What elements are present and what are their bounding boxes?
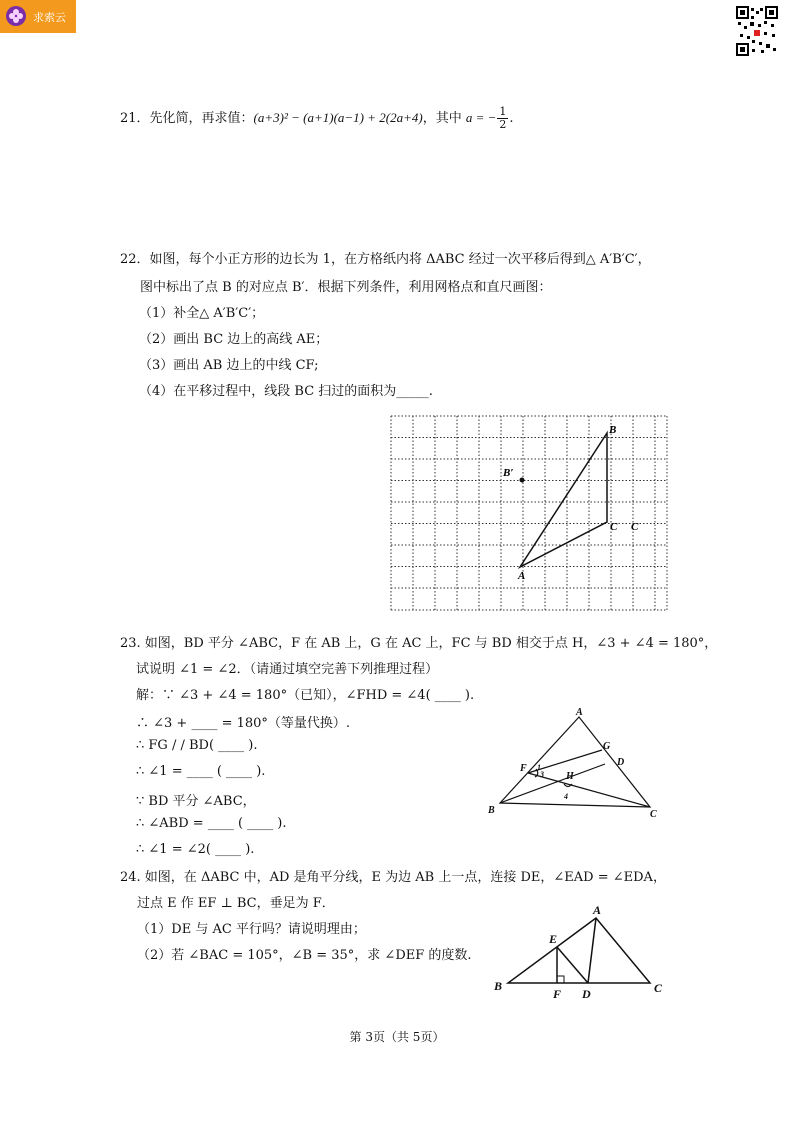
q23-step-6: ∴ ∠ABD = ____ ( ____ ). xyxy=(136,816,287,831)
q21-frac-num: 1 xyxy=(499,105,507,118)
q23-step-1: 解：∵ ∠3 + ∠4 = 180°（已知），∠FHD = ∠4( ____ ). xyxy=(136,688,475,703)
logo-text: 求索云 xyxy=(33,11,66,24)
brand-logo xyxy=(0,0,76,33)
point-b-prime xyxy=(520,478,525,483)
qr-code-icon xyxy=(736,6,778,56)
q24-item-2: （2）若 ∠BAC = 105°，∠B = 35°，求 ∠DEF 的度数. xyxy=(137,948,472,963)
q23-line2: 试说明 ∠1 = ∠2．（请通过填空完善下列推理过程） xyxy=(136,662,439,677)
q21-expression: (a+3)² − (a+1)(a−1) + 2(2a+4) xyxy=(253,110,423,125)
label-g-23: G xyxy=(603,741,611,752)
label-c-23: C xyxy=(650,809,657,820)
q21-end: . xyxy=(509,111,514,126)
label-b: B xyxy=(609,424,617,436)
q22-item-2: （2）画出 BC 边上的高线 AE； xyxy=(139,332,329,347)
q23-step-5: ∵ BD 平分 ∠ABC， xyxy=(136,794,256,809)
q23-step-4: ∴ ∠1 = ____ ( ____ ). xyxy=(136,764,266,779)
page-number: 第 3页（共 5页） xyxy=(349,1030,445,1044)
triangle-abc xyxy=(520,433,607,567)
label-b-23: B xyxy=(488,805,495,816)
q24-line1: 24. 如图，在 ΔABC 中，AD 是角平分线，E 为边 AB 上一点，连接 DE，∠EAD = ∠EDA， xyxy=(120,870,666,885)
label-f-23: F xyxy=(520,763,527,774)
label-c: C xyxy=(610,521,618,533)
q23-step-7: ∴ ∠1 = ∠2( ____ ). xyxy=(136,842,255,857)
label-a-23: A xyxy=(576,707,583,718)
q23-line1: 23. 如图，BD 平分 ∠ABC，F 在 AB 上，G 在 AC 上，FC 与 BD 相交于点 H，∠3 + ∠4 = 180°， xyxy=(120,636,718,651)
label-1-23: 1 xyxy=(537,763,541,772)
label-h-23: H xyxy=(566,771,574,782)
q23-triangle-figure xyxy=(480,705,670,825)
q22-line1: 22．如图，每个小正方形的边长为 1，在方格纸内将 ΔABC 经过一次平移后得到△ A′B′C′， xyxy=(120,252,651,267)
label-4-23: 4 xyxy=(564,792,568,801)
label-c-second: C xyxy=(631,521,639,533)
label-f-24: F xyxy=(553,987,562,1001)
triangle-abc-23 xyxy=(500,717,650,807)
q22-item-3: （3）画出 AB 边上的中线 CF; xyxy=(139,358,319,373)
q23-step-2: ∴ ∠3 + ____ = 180°（等量代换）. xyxy=(136,716,351,731)
q21-a-eq: a = − xyxy=(465,110,497,125)
label-b-prime: B′ xyxy=(503,467,514,479)
q21-prefix: 21．先化简，再求值： xyxy=(120,111,254,126)
question-21 xyxy=(120,106,514,131)
line-ad xyxy=(588,918,596,983)
q22-item-4: （4）在平移过程中，线段 BC 扫过的面积为_____. xyxy=(139,384,433,399)
line-bd xyxy=(500,764,605,803)
q24-line2: 过点 E 作 EF ⊥ BC，垂足为 F． xyxy=(137,896,335,911)
line-fc xyxy=(528,773,650,807)
label-d-23: D xyxy=(617,757,625,768)
q21-fraction xyxy=(497,106,508,131)
label-b-24: B xyxy=(494,979,503,993)
q24-triangle-figure xyxy=(490,900,670,1005)
label-e-24: E xyxy=(549,932,558,946)
line-de xyxy=(557,947,588,983)
label-3-23: 3 xyxy=(540,770,544,779)
label-a: A xyxy=(518,570,526,582)
q23-step-3: ∴ FG / / BD( ____ ). xyxy=(136,738,258,753)
q22-line2: 图中标出了点 B 的对应点 B′．根据下列条件，利用网格点和直尺画图： xyxy=(140,280,552,295)
q22-item-1: （1）补全△ A′B′C′； xyxy=(139,306,265,321)
right-angle-mark xyxy=(557,976,564,983)
label-c-24: C xyxy=(654,981,663,995)
q21-frac-den: 2 xyxy=(499,118,507,131)
q24-item-1: （1）DE 与 AC 平行吗？请说明理由； xyxy=(137,922,366,937)
q21-where: ，其中 xyxy=(422,111,462,126)
logo-flower-icon xyxy=(6,6,26,26)
label-d-24: D xyxy=(582,987,591,1001)
q22-grid-figure xyxy=(385,410,675,615)
grid-lines xyxy=(391,416,667,610)
label-a-24: A xyxy=(593,903,602,917)
